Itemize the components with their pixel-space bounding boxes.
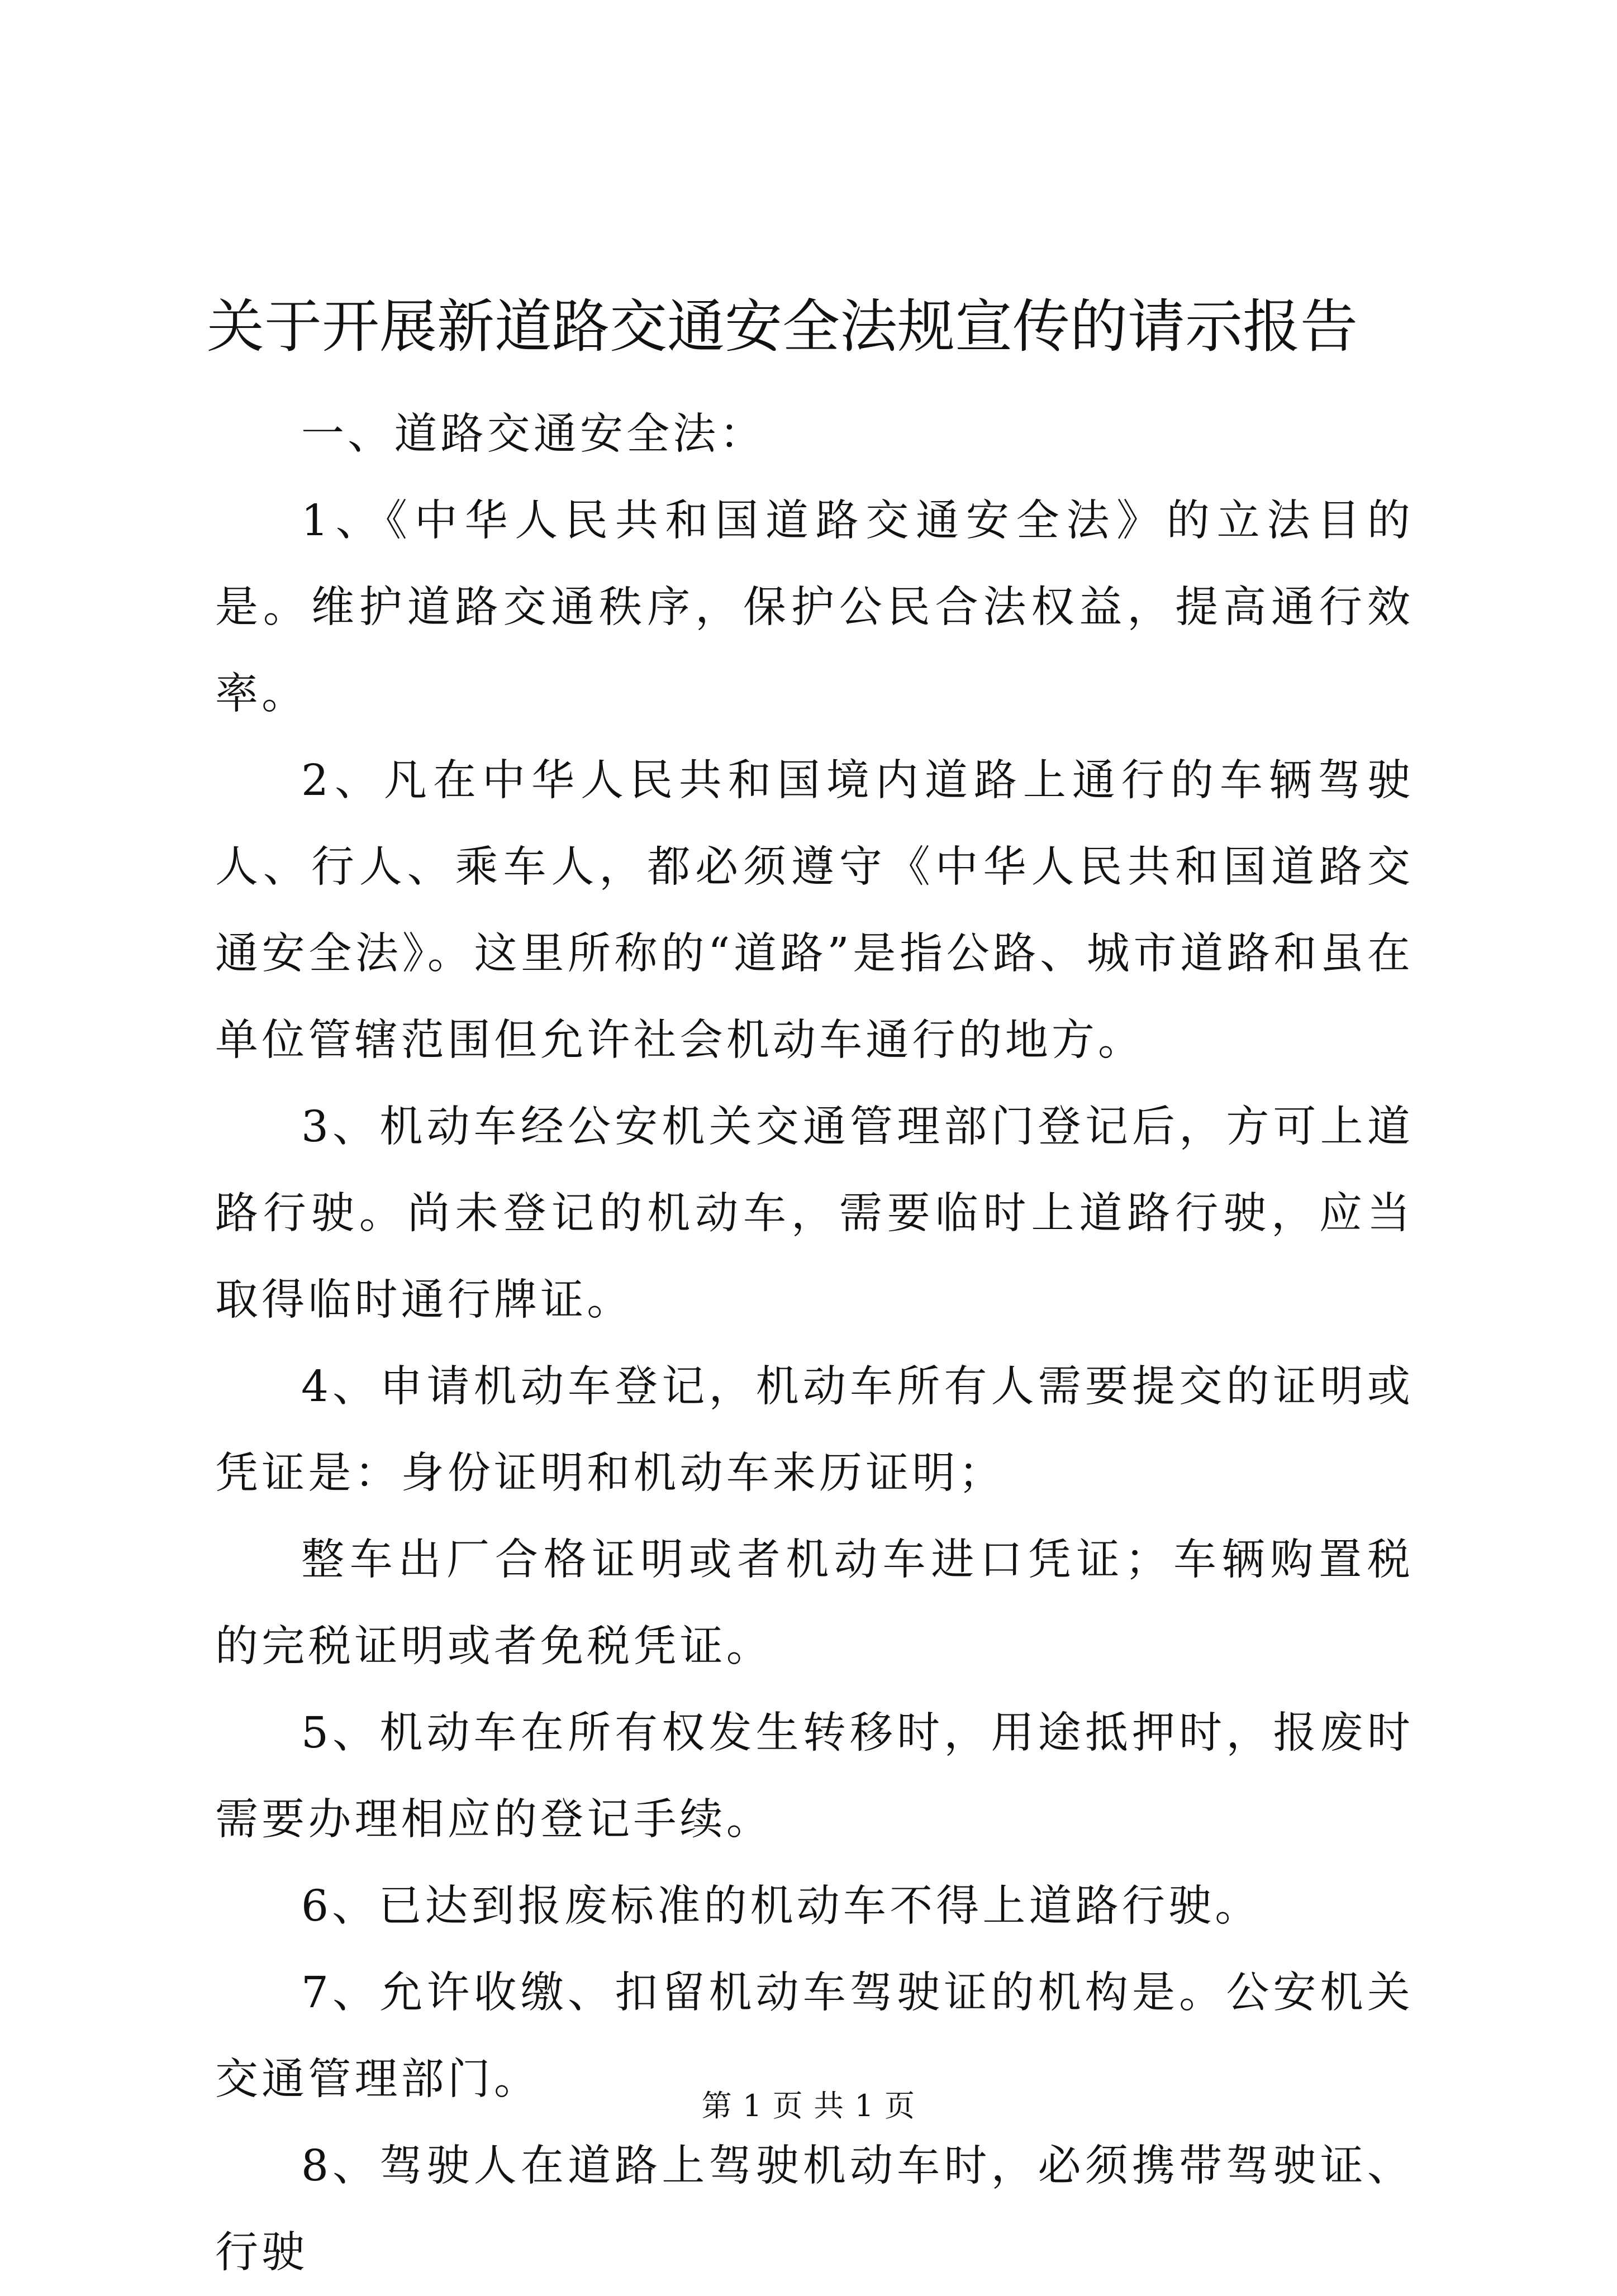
paragraph-item-4: 4、申请机动车登记，机动车所有人需要提交的证明或凭证是：身份证明和机动车来历证明； xyxy=(215,1362,1414,1498)
paragraph-item-4-continued: 整车出厂合格证明或者机动车进口凭证；车辆购置税的完税证明或者免税凭证。 xyxy=(215,1535,1414,1671)
document-body xyxy=(215,391,1414,2296)
paragraph-item-2: 2、凡在中华人民共和国境内道路上通行的车辆驾驶人、行人、乘车人，都必须遵守《中华人民共和国道路交通安全法》。这里所称的“道路”是指公路、城市道路和虽在单位管辖范围但允许社会机动车通行的地方。 xyxy=(215,756,1414,1065)
paragraph-item-6: 6、已达到报废标准的机动车不得上道路行驶。 xyxy=(301,1881,1262,1931)
paragraph-item-8: 8、驾驶人在道路上驾驶机动车时，必须携带驾驶证、行驶 xyxy=(215,2141,1414,2278)
document-title: 关于开展新道路交通安全法规宣传的请示报告 xyxy=(207,293,1358,360)
page-footer: 第 1 页 共 1 页 xyxy=(701,2088,916,2123)
paragraph-item-3: 3、机动车经公安机关交通管理部门登记后，方可上道路行驶。尚未登记的机动车，需要临时上道路行驶，应当取得临时通行牌证。 xyxy=(215,1102,1414,1325)
paragraph-item-1: 1、《中华人民共和国道路交通安全法》的立法目的是。维护道路交通秩序，保护公民合法权益，提高通行效率。 xyxy=(215,496,1414,719)
paragraph-section-heading: 一、道路交通安全法： xyxy=(301,409,766,459)
paragraph-item-5: 5、机动车在所有权发生转移时，用途抵押时，报废时需要办理相应的登记手续。 xyxy=(215,1708,1414,1845)
paragraph-item-7: 7、允许收缴、扣留机动车驾驶证的机构是。公安机关交通管理部门。 xyxy=(215,1968,1414,2104)
